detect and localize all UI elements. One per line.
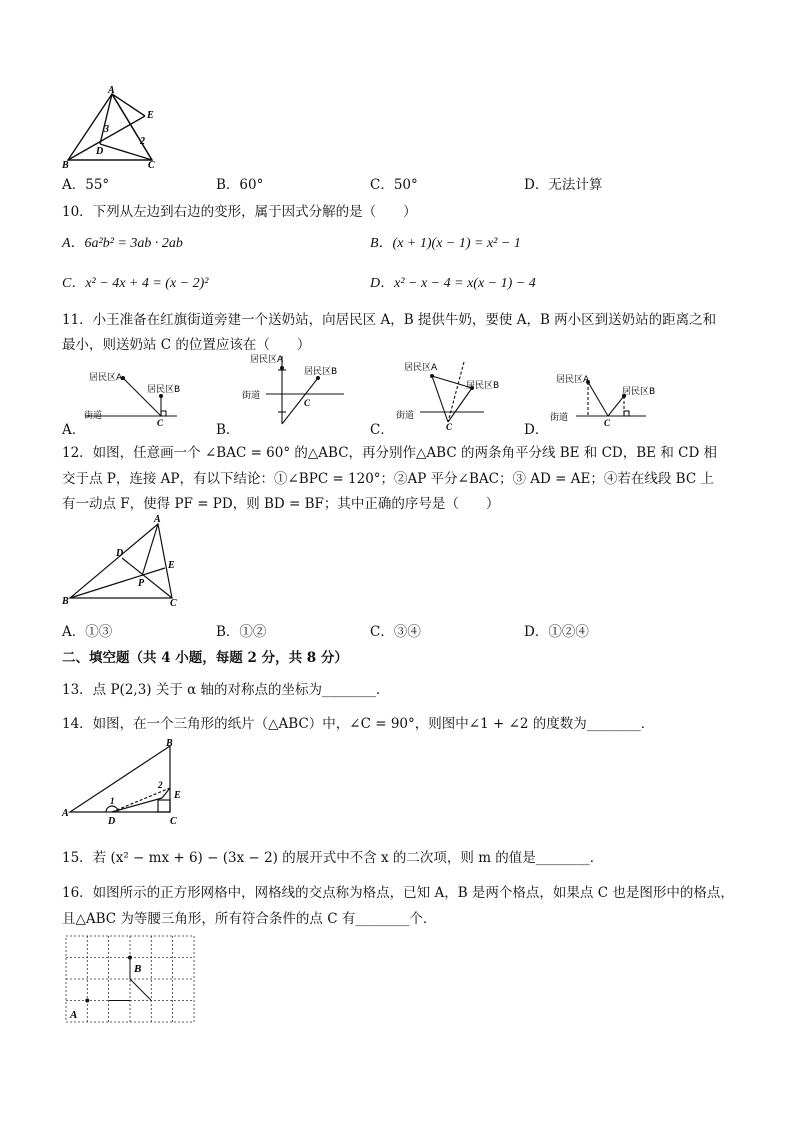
q11-figure-d xyxy=(548,372,658,427)
q12-figure xyxy=(62,514,182,609)
q14-stem: 14．如图，在一个三角形的纸片（△ABC）中，∠C = 90°，则图中∠1 + ∠2 的度数为________． xyxy=(62,716,655,732)
q12-option-d[interactable]: D．①②④ xyxy=(524,624,589,640)
q12-option-a[interactable]: A．①③ xyxy=(62,624,113,640)
fig14-label-b: B xyxy=(166,738,173,749)
q11-stem-line2: 最小，则送奶站 C 的位置应该在（ ） xyxy=(62,337,311,353)
q9-figure xyxy=(62,85,172,171)
q11a-label-c: C xyxy=(157,418,164,428)
q10-stem: 10．下列从左边到右边的变形，属于因式分解的是（ ） xyxy=(62,204,417,220)
q10-option-c[interactable]: C．x² − 4x + 4 = (x − 2)² xyxy=(62,276,209,291)
q11d-res-a: 居民区A xyxy=(556,375,590,385)
q10-option-d[interactable]: D．x² − x − 4 = x(x − 1) − 4 xyxy=(370,276,536,291)
q12-stem-line1: 12．如图，任意画一个 ∠BAC = 60° 的△ABC，再分别作△ABC 的两条角平分线 BE 和 CD，BE 和 CD 相 xyxy=(62,445,718,461)
q11d-label-c: C xyxy=(604,418,611,428)
q11-figure-c xyxy=(392,358,500,432)
q11-option-c[interactable]: C． xyxy=(370,422,394,438)
q16-stem-line1: 16．如图所示的正方形网格中，网格线的交点称为格点，已知 A，B 是两个格点，如果点 C 也是图形中的格点， xyxy=(62,885,734,901)
q14-figure xyxy=(62,740,187,830)
fig9-label-e: E xyxy=(147,110,154,121)
fig9-label-3: 3 xyxy=(104,124,109,135)
fig14-label-a: A xyxy=(62,808,69,819)
q11b-street: 街道 xyxy=(242,391,261,401)
q11a-street: 街道 xyxy=(84,411,103,421)
fig16-label-b: B xyxy=(134,963,142,975)
q9-option-a[interactable]: A．55° xyxy=(62,177,110,193)
fig14-label-2: 2 xyxy=(158,780,163,790)
fig12-label-e: E xyxy=(168,560,175,571)
q16-grid-figure xyxy=(64,934,198,1026)
fig9-label-b: B xyxy=(62,160,69,171)
q11c-res-b: 居民区B xyxy=(466,381,500,391)
fig12-label-d: D xyxy=(116,548,124,559)
q11-figure-b xyxy=(238,352,348,427)
q15-stem: 15．若 (x² − mx + 6) − (3x − 2) 的展开式中不含 x 的二次项，则 m 的值是________． xyxy=(62,850,604,866)
q11b-label-c: C xyxy=(304,398,311,408)
q11c-res-a: 居民区A xyxy=(404,363,438,373)
q11-option-d[interactable]: D． xyxy=(524,422,549,438)
fig12-label-b: B xyxy=(62,596,69,607)
q12-option-c[interactable]: C．③④ xyxy=(370,624,421,640)
q10-option-a[interactable]: A．6a²b² = 3ab · 2ab xyxy=(62,236,183,251)
q13-stem: 13．点 P(2,3) 关于 α 轴的对称点的坐标为________． xyxy=(62,682,390,698)
section-heading: 二、填空题（共 4 小题，每题 2 分，共 8 分） xyxy=(62,650,348,666)
fig12-label-c: C xyxy=(170,598,177,609)
q10-option-b[interactable]: B．(x + 1)(x − 1) = x² − 1 xyxy=(370,236,521,251)
fig9-label-2: 2 xyxy=(140,136,145,147)
q9-option-b[interactable]: B．60° xyxy=(216,177,264,193)
q11a-res-a: 居民区A xyxy=(89,373,123,383)
fig14-label-e: E xyxy=(174,790,181,801)
q12-stem-line2: 交于点 P，连接 AP，有以下结论：①∠BPC = 120°；②AP 平分∠BAC；③ AD = AE；④若在线段 BC 上 xyxy=(62,471,714,487)
q11a-res-b: 居民区B xyxy=(147,385,181,395)
fig12-label-a: A xyxy=(154,514,161,525)
q12-stem-line3: 有一动点 F，使得 PF = PD，则 BD = BF；其中正确的序号是（ ） xyxy=(62,496,500,512)
fig14-label-1: 1 xyxy=(110,796,115,806)
q11-option-a[interactable]: A． xyxy=(62,422,86,438)
q9-option-c[interactable]: C．50° xyxy=(370,177,418,193)
q16-stem-line2: 且△ABC 为等腰三角形，所有符合条件的点 C 有________个． xyxy=(62,911,437,927)
q11-stem-line1: 11．小王准备在红旗街道旁建一个送奶站，向居民区 A，B 提供牛奶，要使 A，B 两小区到送奶站的距离之和 xyxy=(62,312,717,328)
fig12-label-p: P xyxy=(138,578,145,589)
q12-option-b[interactable]: B．①② xyxy=(216,624,267,640)
fig9-label-d: D xyxy=(96,146,104,157)
q11c-label-c: C xyxy=(446,422,453,432)
fig16-label-a: A xyxy=(70,1009,78,1021)
q9-option-d[interactable]: D．无法计算 xyxy=(524,177,603,193)
fig14-label-c: C xyxy=(170,816,177,827)
q11b-res-b: 居民区B xyxy=(304,367,338,377)
q11d-res-b: 居民区B xyxy=(622,387,656,397)
fig9-label-c: C xyxy=(148,160,155,171)
q11b-res-a: 居民区A xyxy=(250,355,284,365)
q11d-street: 街道 xyxy=(550,413,569,423)
fig14-label-d: D xyxy=(108,816,116,827)
q11-option-b[interactable]: B． xyxy=(216,422,240,438)
q11c-street: 街道 xyxy=(396,411,415,421)
fig9-label-a: A xyxy=(108,85,115,96)
